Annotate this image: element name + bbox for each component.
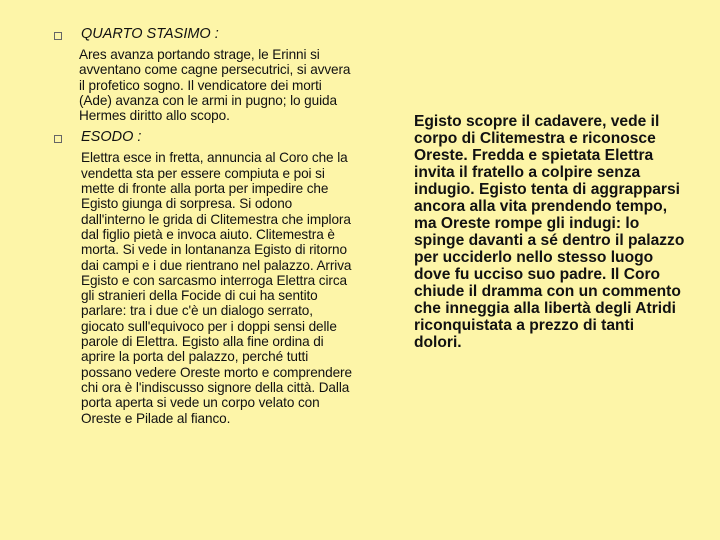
square-bullet-icon	[54, 135, 62, 143]
section-heading: ESODO :	[81, 129, 142, 146]
list-item-quarto-stasimo	[52, 26, 352, 123]
section-heading: QUARTO STASIMO :	[81, 26, 219, 42]
section-text: Elettra esce in fretta, annuncia al Coro che la vendetta sta per essere compiuta e poi si mette di fronte alla porta per impedire che Egisto giunga di sorpresa. Si odono dall'interno le grida di Clitemestra che implora dal figlio pietà e invoca aiuto. Clitemestra è morta. Si vede in lontananza Egisto di ritorno dai campi e i due rientrano nel palazzo. Arriva Egisto e con sarcasmo interroga Elettra circa gli stranieri della Focide di cui ha sentito parlare: tra i due c'è un dialogo serrato, giocato sull'equivoco per i doppi sensi delle parole di Elettra. Egisto alla fine ordina di aprire la porta del palazzo, perché tutti possano vedere Oreste morto e comprendere chi ora è l'indiscusso signore della città. Dalla porta aperta si vede un corpo velato con Oreste e Pilade al fianco.	[81, 150, 352, 426]
left-column	[52, 26, 352, 426]
section-text: Ares avanza portando strage, le Erinni si avventano come cagne persecutrici, si avvera il profetico sogno. Il vendicatore dei morti (Ade) avanza con le armi in pugno; lo guida Hermes diritto allo scopo.	[79, 47, 351, 124]
square-bullet-icon	[54, 32, 62, 40]
list-item-esodo	[52, 129, 352, 425]
right-column-text: Egisto scopre il cadavere, vede il corpo di Clitemestra e riconosce Oreste. Fredda e spietata Elettra invita il fratello a colpire senza indugio. Egisto tenta di aggrapparsi ancora alla vita prendendo tempo, ma Oreste rompe gli indugi: lo spinge davanti a sé dentro il palazzo per ucciderlo nello stesso luogo dove fu ucciso suo padre. Il Coro chiude il dramma con un commento che inneggia alla libertà degli Atridi riconquistata a prezzo di tanti dolori.	[414, 113, 685, 351]
